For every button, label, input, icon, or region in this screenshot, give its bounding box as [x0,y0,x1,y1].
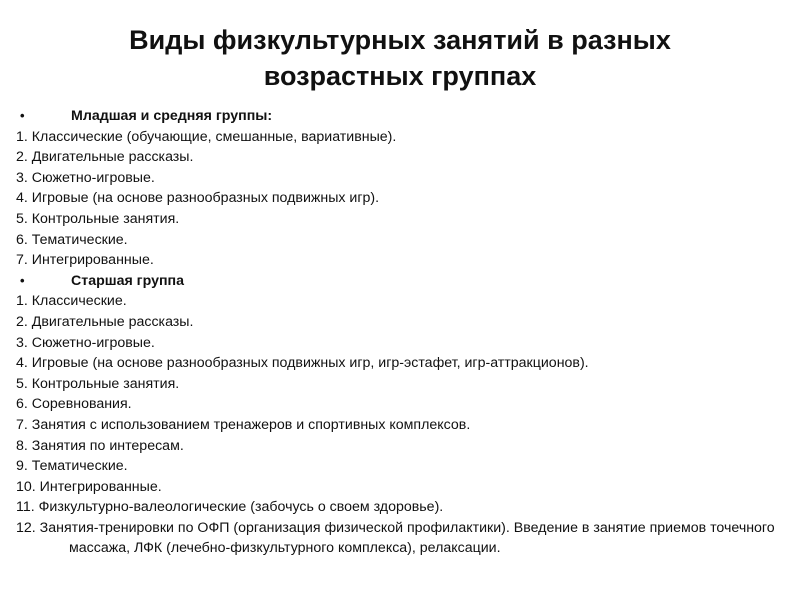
slide-content [16,106,786,559]
list-item: 10. Интегрированные. [16,478,162,495]
list-item: 1. Классические. [16,293,127,310]
section-heading-junior [16,106,786,127]
slide-title-line-1: Виды физкультурных занятий в разных [129,25,671,55]
list-item: 3. Сюжетно-игровые. [16,169,155,186]
list-item: 7. Занятия с использованием тренажеров и спортивных комплексов. [16,416,471,433]
list-item: 3. Сюжетно-игровые. [16,334,155,351]
list-item: 4. Игровые (на основе разнообразных подвижных игр). [16,190,380,207]
list-item: 6. Соревнования. [16,396,132,413]
list-item: 4. Игровые (на основе разнообразных подвижных игр, игр-эстафет, игр-аттракционов). [16,355,589,372]
list-item: 8. Занятия по интересам. [16,437,184,454]
slide-title-line-2: возрастных группах [263,61,537,91]
bullet-icon: • [20,108,25,123]
list-item: 5. Контрольные занятия. [16,375,180,392]
list-item: 1. Классические (обучающие, смешанные, вариативные). [16,128,397,145]
bullet-icon: • [20,272,25,288]
list-item: 2. Двигательные рассказы. [16,149,194,166]
list-item: 9. Тематические. [16,458,128,475]
section-heading-senior [16,271,786,292]
slide-title [40,22,760,94]
section-heading-text: Младшая и средняя группы: [71,108,273,124]
list-item: 2. Двигательные рассказы. [16,313,194,330]
section-heading-text: Старшая группа [71,272,184,289]
list-item: 5. Контрольные занятия. [16,210,180,227]
list-item: 11. Физкультурно-валеологические (забочусь о своем здоровье). [16,499,444,516]
list-item: 7. Интегрированные. [16,252,154,269]
list-item: 12. Занятия-тренировки по ОФП (организация физической профилактики). Введение в занятие приемов точечного массажа, ЛФК (лечебно-физкультурного комплекса), релаксации. [16,519,775,557]
list-item: 6. Тематические. [16,231,128,248]
